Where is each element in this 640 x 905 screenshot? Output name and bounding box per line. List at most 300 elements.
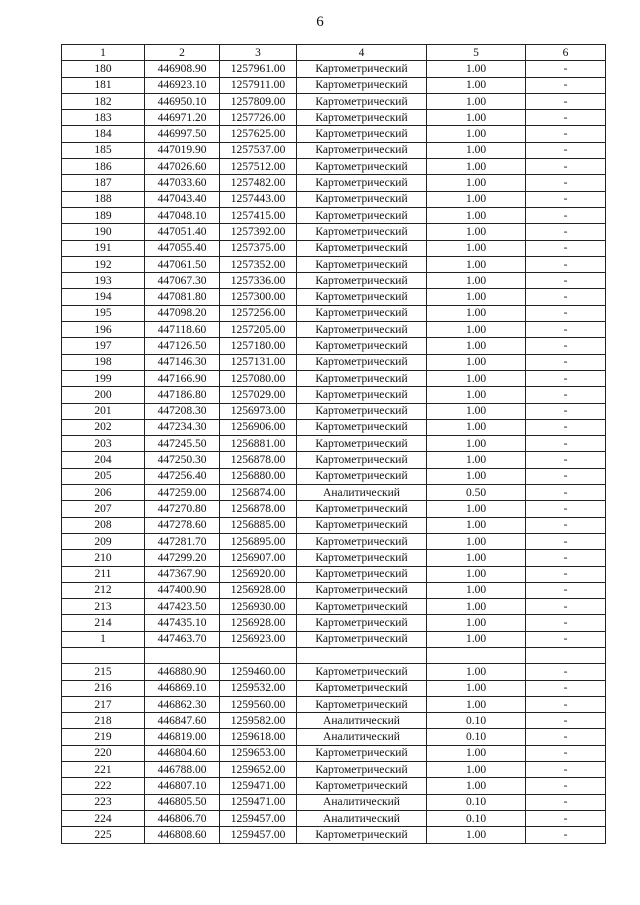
table-cell <box>62 647 145 663</box>
table-cell: 447126.50 <box>145 338 220 354</box>
table-row <box>62 713 606 729</box>
table-cell: 1.00 <box>427 77 526 93</box>
table-cell: 181 <box>62 77 145 93</box>
table-cell: 446950.10 <box>145 93 220 109</box>
table-cell: 202 <box>62 419 145 435</box>
table-cell <box>526 647 606 663</box>
table-row <box>62 110 606 126</box>
table-cell: 1.00 <box>427 599 526 615</box>
table-cell: 1259471.00 <box>220 794 297 810</box>
table-cell: - <box>526 452 606 468</box>
table-cell: 447435.10 <box>145 615 220 631</box>
table-cell: 188 <box>62 191 145 207</box>
table-cell: 207 <box>62 501 145 517</box>
table-cell: Картометрический <box>297 61 427 77</box>
table-cell: - <box>526 468 606 484</box>
table-cell: 447098.20 <box>145 305 220 321</box>
table-row <box>62 322 606 338</box>
table-row <box>62 745 606 761</box>
table-cell: - <box>526 713 606 729</box>
table-cell: Картометрический <box>297 550 427 566</box>
table-cell: 1257961.00 <box>220 61 297 77</box>
table-cell: 194 <box>62 289 145 305</box>
table-cell: 447043.40 <box>145 191 220 207</box>
table-cell: 1256928.00 <box>220 582 297 598</box>
table-cell: 0.10 <box>427 794 526 810</box>
table-cell: 447400.90 <box>145 582 220 598</box>
table-row <box>62 468 606 484</box>
table-cell: 447033.60 <box>145 175 220 191</box>
table-cell: 1257375.00 <box>220 240 297 256</box>
table-row <box>62 126 606 142</box>
table-cell: Картометрический <box>297 240 427 256</box>
table-cell: 209 <box>62 533 145 549</box>
table-cell: 1256885.00 <box>220 517 297 533</box>
table-cell: 1.00 <box>427 403 526 419</box>
table-cell: 1.00 <box>427 354 526 370</box>
table-cell: 204 <box>62 452 145 468</box>
table-cell: 198 <box>62 354 145 370</box>
table-row <box>62 240 606 256</box>
table-cell: 1256878.00 <box>220 501 297 517</box>
table-cell: 1259471.00 <box>220 778 297 794</box>
table-row <box>62 256 606 272</box>
table-cell: 1.00 <box>427 256 526 272</box>
table-cell: Картометрический <box>297 370 427 386</box>
table-cell: 211 <box>62 566 145 582</box>
table-cell: 446806.70 <box>145 810 220 826</box>
table-row <box>62 647 606 663</box>
table-cell: 447367.90 <box>145 566 220 582</box>
table-cell: Картометрический <box>297 93 427 109</box>
table-cell: 1257300.00 <box>220 289 297 305</box>
table-cell: 186 <box>62 159 145 175</box>
table-cell: 1.00 <box>427 419 526 435</box>
table-cell: Картометрический <box>297 827 427 843</box>
table-row <box>62 93 606 109</box>
table-row <box>62 810 606 826</box>
table-cell: 1257352.00 <box>220 256 297 272</box>
table-cell: 0.10 <box>427 729 526 745</box>
table-cell: 210 <box>62 550 145 566</box>
table-row <box>62 419 606 435</box>
table-cell: 1257180.00 <box>220 338 297 354</box>
table-cell: 216 <box>62 680 145 696</box>
table-cell: 184 <box>62 126 145 142</box>
table-cell: Картометрический <box>297 354 427 370</box>
table-cell: 1.00 <box>427 680 526 696</box>
table-cell: - <box>526 533 606 549</box>
table-cell: - <box>526 191 606 207</box>
table-cell: 0.10 <box>427 713 526 729</box>
table-row <box>62 175 606 191</box>
table-cell: 446819.00 <box>145 729 220 745</box>
table-cell: 446971.20 <box>145 110 220 126</box>
table-cell: - <box>526 289 606 305</box>
table-body <box>62 61 606 843</box>
table-cell: 185 <box>62 142 145 158</box>
table-cell: 1.00 <box>427 61 526 77</box>
table-cell: Аналитический <box>297 794 427 810</box>
table-row <box>62 827 606 843</box>
column-header: 2 <box>145 45 220 61</box>
table-row <box>62 762 606 778</box>
table-cell: 1256880.00 <box>220 468 297 484</box>
table-cell: 1.00 <box>427 224 526 240</box>
table-cell: 1257625.00 <box>220 126 297 142</box>
table-cell: - <box>526 566 606 582</box>
table-cell: Картометрический <box>297 126 427 142</box>
table-cell: 1257080.00 <box>220 370 297 386</box>
table-row <box>62 485 606 501</box>
table-cell: 1256907.00 <box>220 550 297 566</box>
table-cell: 191 <box>62 240 145 256</box>
table-cell: 1259532.00 <box>220 680 297 696</box>
table-cell: 447250.30 <box>145 452 220 468</box>
table-cell: Аналитический <box>297 713 427 729</box>
table-cell: 447278.60 <box>145 517 220 533</box>
table-cell: Картометрический <box>297 77 427 93</box>
table-cell: 1.00 <box>427 452 526 468</box>
table-cell: 1.00 <box>427 338 526 354</box>
table-cell: Картометрический <box>297 338 427 354</box>
table-cell: 1259457.00 <box>220 810 297 826</box>
table-row <box>62 403 606 419</box>
table-row <box>62 452 606 468</box>
table-cell: 1256930.00 <box>220 599 297 615</box>
table-cell: 224 <box>62 810 145 826</box>
table-cell: 1.00 <box>427 175 526 191</box>
table-row <box>62 370 606 386</box>
table-cell: 1.00 <box>427 289 526 305</box>
table-cell: Картометрический <box>297 631 427 647</box>
table-cell: 196 <box>62 322 145 338</box>
table-cell: 1256928.00 <box>220 615 297 631</box>
table-cell: 1.00 <box>427 387 526 403</box>
table-row <box>62 354 606 370</box>
table-row <box>62 794 606 810</box>
table-cell: 447026.60 <box>145 159 220 175</box>
table-cell: Картометрический <box>297 191 427 207</box>
table-cell: - <box>526 110 606 126</box>
table-row <box>62 436 606 452</box>
table-cell: Картометрический <box>297 289 427 305</box>
table-cell: 1.00 <box>427 615 526 631</box>
table-cell: 1256874.00 <box>220 485 297 501</box>
table-cell: - <box>526 305 606 321</box>
table-cell: 447299.20 <box>145 550 220 566</box>
table-cell: - <box>526 631 606 647</box>
table-row <box>62 305 606 321</box>
table-cell: 1.00 <box>427 550 526 566</box>
table-cell: Картометрический <box>297 615 427 631</box>
table-cell: 208 <box>62 517 145 533</box>
table-cell: 447208.30 <box>145 403 220 419</box>
table-cell: 1.00 <box>427 273 526 289</box>
table-cell: Картометрический <box>297 142 427 158</box>
table-cell: 1.00 <box>427 517 526 533</box>
table-cell: Картометрический <box>297 745 427 761</box>
table-cell: - <box>526 322 606 338</box>
table-row <box>62 207 606 223</box>
table-cell: - <box>526 810 606 826</box>
table-cell: 219 <box>62 729 145 745</box>
table-cell: Картометрический <box>297 680 427 696</box>
table-cell: 212 <box>62 582 145 598</box>
table-cell: 447048.10 <box>145 207 220 223</box>
table-cell: 1 <box>62 631 145 647</box>
table-cell: 447019.90 <box>145 142 220 158</box>
table-cell: - <box>526 354 606 370</box>
table-cell: 1.00 <box>427 745 526 761</box>
table-row <box>62 517 606 533</box>
table-cell: Картометрический <box>297 387 427 403</box>
table-cell: 446908.90 <box>145 61 220 77</box>
table-cell: 447270.80 <box>145 501 220 517</box>
table-cell: 1259460.00 <box>220 664 297 680</box>
table-cell: 1257029.00 <box>220 387 297 403</box>
table-cell: 1.00 <box>427 468 526 484</box>
table-cell: - <box>526 664 606 680</box>
table-cell: - <box>526 696 606 712</box>
table-cell: 446923.10 <box>145 77 220 93</box>
table-cell: Картометрический <box>297 110 427 126</box>
table-cell: Картометрический <box>297 419 427 435</box>
table-cell: 1.00 <box>427 533 526 549</box>
table-cell: 1.00 <box>427 207 526 223</box>
table-row <box>62 77 606 93</box>
table-row <box>62 566 606 582</box>
table-cell: 192 <box>62 256 145 272</box>
table-cell: 1259582.00 <box>220 713 297 729</box>
table-cell: 0.10 <box>427 810 526 826</box>
table-cell: Картометрический <box>297 778 427 794</box>
table-cell: 1257205.00 <box>220 322 297 338</box>
table-cell: 1257726.00 <box>220 110 297 126</box>
table-cell: Картометрический <box>297 159 427 175</box>
table-row <box>62 778 606 794</box>
table-cell: 447256.40 <box>145 468 220 484</box>
table-cell: - <box>526 338 606 354</box>
column-header: 5 <box>427 45 526 61</box>
table-cell: 220 <box>62 745 145 761</box>
table-cell: - <box>526 77 606 93</box>
table-cell: 0.50 <box>427 485 526 501</box>
table-cell: - <box>526 387 606 403</box>
table-cell: - <box>526 680 606 696</box>
table-cell <box>297 647 427 663</box>
table-cell: 223 <box>62 794 145 810</box>
table-cell: 213 <box>62 599 145 615</box>
table-cell: 447281.70 <box>145 533 220 549</box>
table-cell: 214 <box>62 615 145 631</box>
table-row <box>62 61 606 77</box>
table-row <box>62 615 606 631</box>
table-cell: Картометрический <box>297 533 427 549</box>
table-cell: 1257336.00 <box>220 273 297 289</box>
table-row <box>62 631 606 647</box>
table-cell: 446807.10 <box>145 778 220 794</box>
table-row <box>62 338 606 354</box>
table-cell: 1257392.00 <box>220 224 297 240</box>
table-row <box>62 599 606 615</box>
table-cell: 1.00 <box>427 126 526 142</box>
table-cell: 183 <box>62 110 145 126</box>
table-cell: - <box>526 126 606 142</box>
table-cell: - <box>526 517 606 533</box>
table-row <box>62 729 606 745</box>
table-cell: 195 <box>62 305 145 321</box>
table-cell: 193 <box>62 273 145 289</box>
table-row <box>62 696 606 712</box>
table-cell: 447463.70 <box>145 631 220 647</box>
table-cell: 1256878.00 <box>220 452 297 468</box>
table-cell: 447245.50 <box>145 436 220 452</box>
table-cell: Картометрический <box>297 224 427 240</box>
table-cell: - <box>526 370 606 386</box>
table-cell: 1257415.00 <box>220 207 297 223</box>
table-cell: - <box>526 615 606 631</box>
table-cell <box>220 647 297 663</box>
table-cell: - <box>526 794 606 810</box>
table-cell: - <box>526 485 606 501</box>
table-cell: Картометрический <box>297 762 427 778</box>
table-row <box>62 142 606 158</box>
table-cell: 1.00 <box>427 501 526 517</box>
table-row <box>62 501 606 517</box>
table-cell: 1.00 <box>427 191 526 207</box>
table-cell: 1.00 <box>427 322 526 338</box>
table-cell: 446997.50 <box>145 126 220 142</box>
table-cell: 1259457.00 <box>220 827 297 843</box>
table-cell: 180 <box>62 61 145 77</box>
table-cell: 1.00 <box>427 762 526 778</box>
table-cell: - <box>526 745 606 761</box>
table-row <box>62 273 606 289</box>
table-cell: 1.00 <box>427 142 526 158</box>
table-cell: Картометрический <box>297 664 427 680</box>
column-header: 4 <box>297 45 427 61</box>
table-cell: 225 <box>62 827 145 843</box>
column-header: 3 <box>220 45 297 61</box>
table-cell: 215 <box>62 664 145 680</box>
table-cell: 1256895.00 <box>220 533 297 549</box>
page-number: 6 <box>316 14 324 30</box>
table-cell: - <box>526 403 606 419</box>
table-cell: 1257911.00 <box>220 77 297 93</box>
table-cell: 1.00 <box>427 110 526 126</box>
table-cell: 1.00 <box>427 159 526 175</box>
table-cell: 187 <box>62 175 145 191</box>
table-cell: 446805.50 <box>145 794 220 810</box>
table-cell: - <box>526 501 606 517</box>
table-cell: - <box>526 729 606 745</box>
table-cell: 1257537.00 <box>220 142 297 158</box>
table-cell: 1.00 <box>427 566 526 582</box>
table-cell: 205 <box>62 468 145 484</box>
table-cell: 447061.50 <box>145 256 220 272</box>
table-cell: Аналитический <box>297 810 427 826</box>
table-row <box>62 289 606 305</box>
table-row <box>62 582 606 598</box>
table-cell: - <box>526 224 606 240</box>
table-cell: 446869.10 <box>145 680 220 696</box>
table-row <box>62 664 606 680</box>
table-cell: 1257809.00 <box>220 93 297 109</box>
table-cell: 1256923.00 <box>220 631 297 647</box>
table-cell: Картометрический <box>297 322 427 338</box>
table-cell: 1256920.00 <box>220 566 297 582</box>
table-cell: Картометрический <box>297 582 427 598</box>
table-row <box>62 159 606 175</box>
table-cell: 222 <box>62 778 145 794</box>
table-row <box>62 387 606 403</box>
table-cell: 447259.00 <box>145 485 220 501</box>
table-cell: Картометрический <box>297 273 427 289</box>
table-cell: 1257443.00 <box>220 191 297 207</box>
table-row <box>62 224 606 240</box>
table-cell: - <box>526 762 606 778</box>
table-cell: Аналитический <box>297 485 427 501</box>
table-cell: - <box>526 273 606 289</box>
table-cell: Картометрический <box>297 175 427 191</box>
table-cell: Картометрический <box>297 696 427 712</box>
table-cell: Картометрический <box>297 452 427 468</box>
table-cell: 200 <box>62 387 145 403</box>
table-cell: Картометрический <box>297 468 427 484</box>
table-cell: 1257512.00 <box>220 159 297 175</box>
table-cell: 199 <box>62 370 145 386</box>
table-cell: 1257256.00 <box>220 305 297 321</box>
table-cell: 1.00 <box>427 370 526 386</box>
table-cell: 447146.30 <box>145 354 220 370</box>
table-cell: - <box>526 827 606 843</box>
table-cell: Картометрический <box>297 436 427 452</box>
table-header-row <box>62 45 606 61</box>
column-header: 6 <box>526 45 606 61</box>
table-cell: 446862.30 <box>145 696 220 712</box>
table-cell: 221 <box>62 762 145 778</box>
table-cell: Картометрический <box>297 566 427 582</box>
table-cell: - <box>526 61 606 77</box>
table-cell: 218 <box>62 713 145 729</box>
table-cell: 447055.40 <box>145 240 220 256</box>
table-cell: Картометрический <box>297 207 427 223</box>
table-cell: Аналитический <box>297 729 427 745</box>
table-cell: Картометрический <box>297 517 427 533</box>
table-cell: 1259652.00 <box>220 762 297 778</box>
table-cell: 447081.80 <box>145 289 220 305</box>
column-header: 1 <box>62 45 145 61</box>
table-cell: 1256973.00 <box>220 403 297 419</box>
table-cell: Картометрический <box>297 501 427 517</box>
table-cell: 1.00 <box>427 305 526 321</box>
table-cell: 197 <box>62 338 145 354</box>
table-cell: - <box>526 778 606 794</box>
table-cell: - <box>526 582 606 598</box>
table-cell: Картометрический <box>297 403 427 419</box>
table-cell: 1.00 <box>427 778 526 794</box>
table-cell: 1259653.00 <box>220 745 297 761</box>
table-cell: 190 <box>62 224 145 240</box>
table-cell: 1257482.00 <box>220 175 297 191</box>
table-cell <box>427 647 526 663</box>
table-cell: 203 <box>62 436 145 452</box>
table-cell: 1259560.00 <box>220 696 297 712</box>
table-cell: 1.00 <box>427 696 526 712</box>
table-cell: 447186.80 <box>145 387 220 403</box>
table-cell: 1.00 <box>427 631 526 647</box>
